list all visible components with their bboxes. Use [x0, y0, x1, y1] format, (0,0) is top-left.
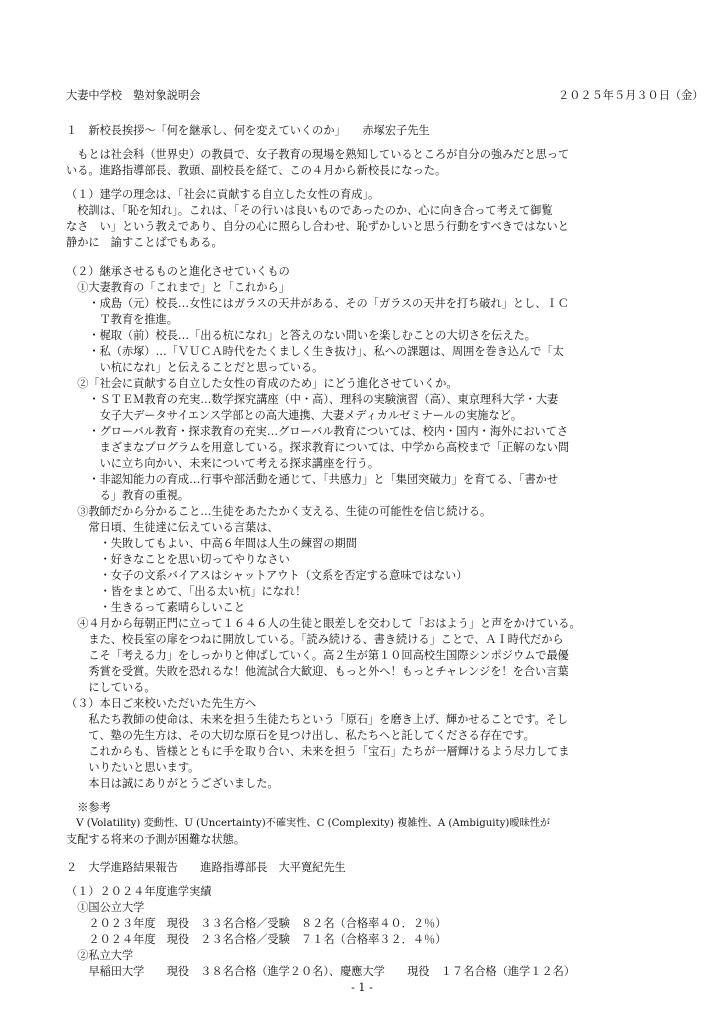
text-line: ②私立大学: [66, 949, 134, 962]
reference-text: 支配する将来の予測が困難な状態。: [66, 833, 246, 846]
text-line: ①大妻教育の「これまで」と「これから」: [66, 281, 290, 294]
text-line: ２０２３年度 現役 ３３名合格／受験 ８２名（合格率４０．２％）: [66, 917, 447, 930]
text-line: こそ「考える力」をしっかりと伸ばしていく。高２生が第１０回高校生国際シンポジウムで最優: [66, 649, 569, 662]
text-line: ③教師だから分かること…生徒をあたたかく支える、生徒の可能性を信じ続ける。: [66, 505, 492, 518]
text-line: Ｔ教育を推進。: [66, 313, 178, 326]
text-line: 静かに 諭すことばでもある。: [66, 236, 223, 249]
text-line: （１）２０２４年度進学実績: [66, 885, 212, 898]
text-line: ・失敗してもよい、中高６年間は人生の練習の期間: [66, 537, 357, 550]
text-line: ・梶取（前）校長…「出る杭になれ」と答えのない問いを楽しむことの大切さを伝えた。: [66, 329, 536, 342]
text-line: いりたいと思います。: [66, 761, 200, 774]
text-line: る」教育の重視。: [66, 489, 190, 502]
text-line: ・成島（元）校長…女性にはガラスの天井がある、その「ガラスの天井を打ち破れ」とし、ＩＣ: [66, 297, 569, 310]
text-line: 私たち教師の使命は、未来を担う生徒たちという「原石」を磨き上げ、輝かせることです。そし: [66, 713, 569, 726]
text-line: い杭になれ」と伝えることだと思っている。: [66, 361, 324, 374]
text-line: ・好きなことを思い切ってやりなさい: [66, 553, 290, 566]
page-number: - 1 -: [351, 981, 373, 994]
text-line: にしている。: [66, 681, 156, 694]
text-line: 校訓は、「恥を知れ」。これは、「その行いは良いものであったのか、心に向き合って考えて御覧: [66, 204, 553, 217]
text-line: ・グローバル教育・探求教育の充実…グローバル教育については、校内・国内・海外においてさ: [66, 425, 569, 438]
text-line: まざまなプログラムを用意している。探求教育については、中学から高校まで「正解のない問: [66, 441, 570, 454]
text-line: 早稲田大学 現役 ３８名合格（進学２０名）、慶應大学 現役 １７名合格（進学１２名）: [66, 965, 576, 978]
text-line: ①国公立大学: [66, 901, 145, 914]
text-line: て、塾の先生方は、その大切な原石を見つけ出し、私たちへと託してくださる存在です。: [66, 729, 535, 742]
text-line: ２０２４年度 現役 ２３名合格／受験 ７１名（合格率３２．４％）: [66, 933, 447, 946]
reference-text: V (Volatility) 変動性、U (Uncertainty)不確実性、C (Complexity) 複雑性、A (Ambiguity)曖昧性が: [66, 818, 551, 829]
header-left: 大妻中学校 塾対象説明会: [66, 89, 201, 102]
text-line: （１）建学の理念は、「社会に貢献する自立した女性の育成」。: [66, 188, 380, 201]
text-line: ②「社会に貢献する自立した女性の育成のため」にどう進化させていくか。: [66, 377, 458, 390]
text-line: ・私（赤塚）…「ＶＵＣＡ時代をたくましく生き抜け」、私への課題は、周囲を巻き込んで「太: [66, 345, 564, 358]
header-date: ２０２５年５月３０日（金）: [558, 89, 704, 102]
text-line: ・非認知能力の育成…行事や部活動を通じて、「共感力」と「集団突破力」を育てる、「書かせ: [66, 473, 559, 486]
text-line: ・生きるって素晴らしいこと: [66, 601, 246, 614]
text-line: ④４月から毎朝正門に立って１６４６人の生徒と眼差しを交わして「おはよう」と声をかけている。: [66, 617, 581, 630]
text-line: もとは社会科（世界史）の教員で、女子教育の現場を熟知しているところが自分の強みだと思って: [66, 148, 570, 161]
reference-label: ※参考: [66, 801, 111, 814]
text-line: （３）本日ご来校いただいた先生方へ: [66, 697, 257, 710]
section-1-heading: １ 新校長挨拶～「何を継承し、何を変えていくのか」 赤塚宏子先生: [66, 124, 430, 137]
section-2-heading: ２ 大学進路結果報告 進路指導部長 大平寛紀先生: [66, 861, 346, 874]
text-line: 秀賞を受賞。失敗を恐れるな！他流試合大歓迎、もっと外へ！もっとチャレンジを！を合い言葉: [66, 665, 569, 678]
text-line: （２）継承させるものと進化させていくもの: [66, 265, 290, 278]
text-line: これからも、皆様とともに手を取り合い、未来を担う「宝石」たちが一層輝けるよう尽力してま: [66, 745, 570, 758]
text-line: 常日頃、生徒達に伝えている言葉は、: [66, 521, 279, 534]
text-line: ・女子の文系バイアスはシャットアウト（文系を否定する意味ではない）: [66, 569, 468, 582]
text-line: 女子大データサイエンス学部との高大連携、大妻メディカルゼミナールの実施など。: [66, 409, 523, 422]
text-line: いに立ち向かい、未来について考える探求講座を行う。: [66, 457, 380, 470]
text-line: いる。進路指導部長、教頭、副校長を経て、この４月から新校長になった。: [66, 164, 447, 177]
text-line: 本日は誠にありがとうございました。: [66, 777, 279, 790]
text-line: ・皆をまとめて、「出る太い杭」になれ！: [66, 585, 307, 598]
text-line: ・ＳＴＥＭ教育の充実…数学探究講座（中・高）、理科の実験演習（高）、東京理科大学・大妻: [66, 393, 559, 406]
text-line: また、校長室の扉をつねに開放している。「読み続ける、書き続ける」ことで、ＡＩ時代だから: [66, 633, 564, 646]
text-line: なさ い」という教えであり、自分の心に照らし合わせ、恥ずかしいと思う行動をすべきではないと: [66, 220, 569, 233]
